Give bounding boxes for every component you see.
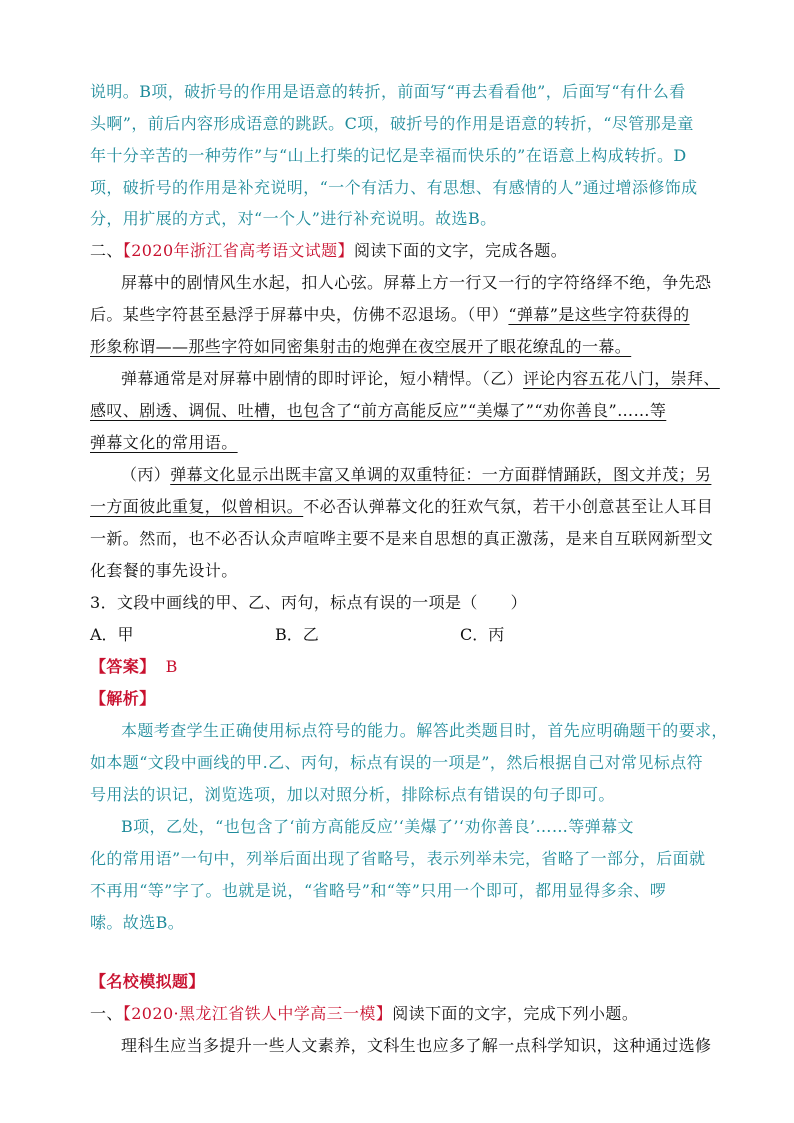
mock-prefix: 一、 <box>90 1004 123 1023</box>
section-2-bracket-open: 【 <box>122 241 132 260</box>
section-2-bracket-close: 】 <box>337 241 354 260</box>
section-2-source: 2020年浙江省高考语文试题 <box>131 241 338 260</box>
passage-p3-label: （丙） <box>121 465 171 484</box>
mock-section-heading <box>90 1004 710 1024</box>
analysis-line-2 <box>90 753 710 773</box>
analysis-line-2-rest: ，然后根据自己对常见标点符 <box>489 753 704 772</box>
passage-p1-line-1: 屏幕中的剧情风生水起，扣人心弦。屏幕上方一行又一行的字符络绎不绝，争先恐 <box>121 273 712 292</box>
mock-heading: 【名校模拟题】 <box>90 972 205 991</box>
passage-p1-line-2 <box>90 305 710 325</box>
sentence-yi-underlined-cont: 感叹、剧透、调侃、吐槽，也包含了“前方高能反应”“美爆了”“劝你善良”……等 <box>90 401 667 420</box>
analysis-line-5: 化的常用语”一句中，列举后面出现了省略号，表示列举未完，省略了一部分，后面就 <box>90 849 706 868</box>
analysis-label: 【解析】 <box>90 689 156 708</box>
passage-p2-plain: 弹幕通常是对屏幕中剧情的即时评论，短小精悍。（乙） <box>121 369 524 388</box>
passage-p1-plain: 后。某些字符甚至悬浮于屏幕中央，仿佛不忍退场。（甲） <box>90 305 509 324</box>
passage-p3-line-1 <box>121 465 741 485</box>
passage-p3-line-4: 化套餐的事先设计。 <box>90 561 238 580</box>
passage-p3-line-2 <box>90 497 714 517</box>
option-c: C．丙 <box>460 625 505 644</box>
analysis-line-1: 本题考查学生正确使用标点符号的能力。解答此类题目时，首先应明确题干的要求， <box>121 721 728 740</box>
section-2-instruction: 阅读下面的文字，完成各题。 <box>353 241 568 260</box>
answer-value: B <box>165 657 178 676</box>
passage-p2-line-1 <box>121 369 741 389</box>
section-2-prefix: 二、 <box>90 241 123 260</box>
sentence-bing-underlined: 弹幕文化显示出既丰富又单调的双重特征：一方面群情踊跃，图文并茂；另 <box>170 465 712 484</box>
passage-p3-plain: 不必否认弹幕文化的狂欢气氛，若干小创意甚至让人耳目 <box>303 497 714 516</box>
mock-bracket-open: 【 <box>122 1004 132 1023</box>
sentence-jia-underlined-cont: 形象称谓——那些字符如同密集射击的炮弹在夜空展开了眼花缭乱的一幕。 <box>90 337 632 356</box>
question-stem: 3．文段中画线的甲、乙、丙句，标点有误的一项是（ ） <box>90 593 527 612</box>
sentence-jia-underlined: “弹幕”是这些字符获得的 <box>508 305 690 324</box>
mock-bracket-close: 】 <box>375 1004 393 1023</box>
sentence-bing-underlined-end: 一方面彼此重复，似曾相识。 <box>90 497 304 516</box>
explanation-line-3: 年十分辛苦的一种劳作”与“山上打柴的记忆是幸福而快乐的”在语意上构成转折。D <box>90 146 687 165</box>
explanation-line-2: 头啊”，前后内容形成语意的跳跃。C项，破折号的作用是语意的转折，“尽管那是童 <box>90 114 694 133</box>
analysis-quote: 如本题“文段中画线的甲.乙、丙句，标点有误的一项是” <box>90 753 490 772</box>
mock-instruction: 阅读下面的文字，完成下列小题。 <box>392 1004 639 1023</box>
option-b: B．乙 <box>275 625 319 644</box>
section-2-heading <box>90 241 710 261</box>
mock-body-line-1: 理科生应当多提升一些人文素养，文科生也应多了解一点科学知识，这种通过选修 <box>121 1036 712 1055</box>
option-a: A．甲 <box>90 625 134 644</box>
explanation-line-1: 说明。B项，破折号的作用是语意的转折，前面写“再去看看他”，后面写“有什么看 <box>90 82 686 101</box>
analysis-line-3: 号用法的识记，浏览选项，加以对照分析，排除标点有错误的句子即可。 <box>90 785 615 804</box>
answer-label: 【答案】 <box>90 657 156 676</box>
answer-line <box>90 657 710 677</box>
analysis-line-4: B项，乙处，“也包含了‘前方高能反应’‘美爆了’‘劝你善良’……等弹幕文 <box>121 817 634 836</box>
explanation-line-4: 项，破折号的作用是补充说明，“一个有活力、有思想、有感情的人”通过增添修饰成 <box>90 178 698 197</box>
analysis-line-7: 嗦。故选B。 <box>90 913 185 932</box>
passage-p3-line-3: 一新。然而，也不必否认众声喧哗主要不是来自思想的真正激荡，是来自互联网新型文 <box>90 529 714 548</box>
mock-source: 2020·黑龙江省铁人中学高三一模 <box>131 1004 376 1023</box>
analysis-line-6: 不再用“等”字了。也就是说，“省略号”和“等”只用一个即可，都用显得多余、啰 <box>90 881 667 900</box>
explanation-line-5: 分，用扩展的方式，对“一个人”进行补充说明。故选B。 <box>90 209 497 228</box>
sentence-yi-underlined-end: 弹幕文化的常用语。 <box>90 433 238 452</box>
sentence-yi-underlined: 评论内容五花八门，崇拜、 <box>523 369 720 388</box>
